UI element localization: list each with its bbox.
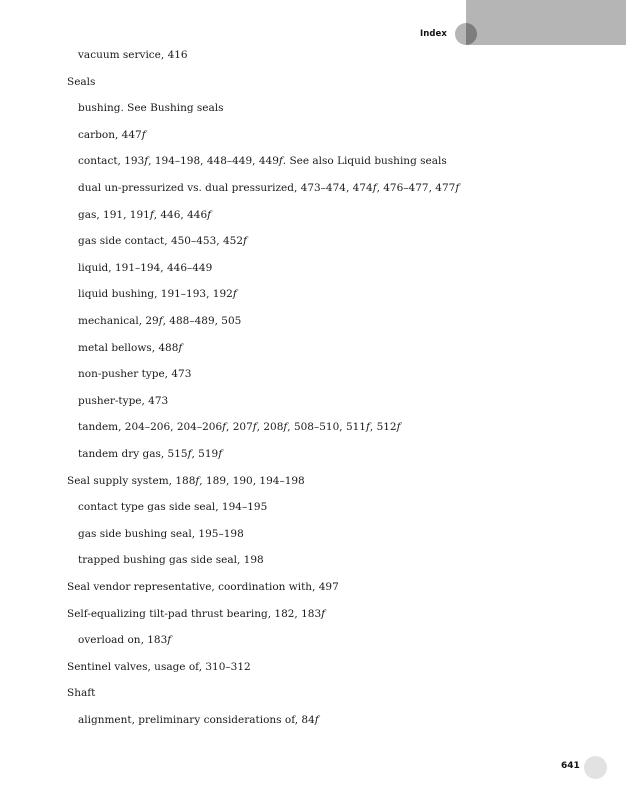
index-subentry: gas, 191, 191f, 446, 446f [78,209,212,221]
index-main-entry: Seal vendor representative, coordination with, 497 [67,581,339,593]
index-subentry: tandem dry gas, 515f, 519f [78,448,223,460]
index-subentry: trapped bushing gas side seal, 198 [78,554,264,566]
index-main-entry: Self-equalizing tilt-pad thrust bearing, 182, 183f [67,608,326,620]
index-subentry: contact type gas side seal, 194–195 [78,501,268,513]
index-subentry: metal bellows, 488f [78,342,183,354]
index-subentry: liquid, 191–194, 446–449 [78,262,213,274]
index-subentry: contact, 193f, 194–198, 448–449, 449f. See also Liquid bushing seals [78,155,447,167]
footer-circle-decoration [584,756,607,779]
index-subentry: non-pusher type, 473 [78,368,192,380]
index-subentry: vacuum service, 416 [78,49,188,61]
index-subentry: carbon, 447f [78,129,146,141]
index-subentry: gas side bushing seal, 195–198 [78,528,244,540]
index-main-entry: Sentinel valves, usage of, 310–312 [67,661,251,673]
index-subentry: liquid bushing, 191–193, 192f [78,288,237,300]
index-subentry: overload on, 183f [78,634,172,646]
index-subentry: bushing. See Bushing seals [78,102,224,114]
running-header-label: Index [419,29,447,39]
index-subentry: dual un-pressurized vs. dual pressurized, 473–474, 474f, 476–477, 477f [78,182,460,194]
index-main-entry: Seal supply system, 188f, 189, 190, 194–198 [67,475,305,487]
index-subentry: gas side contact, 450–453, 452f [78,235,247,247]
index-subentry: mechanical, 29f, 488–489, 505 [78,315,242,327]
index-subentry: tandem, 204–206, 204–206f, 207f, 208f, 508–510, 511f, 512f [78,421,401,433]
index-main-entry: Seals [67,76,96,88]
index-subentry: pusher-type, 473 [78,395,169,407]
index-subentry: alignment, preliminary considerations of, 84f [78,714,319,726]
index-main-entry: Shaft [67,687,96,699]
header-tab-decoration [466,0,626,45]
page-number: 641 [561,761,580,771]
header-tab-circle [455,23,477,45]
